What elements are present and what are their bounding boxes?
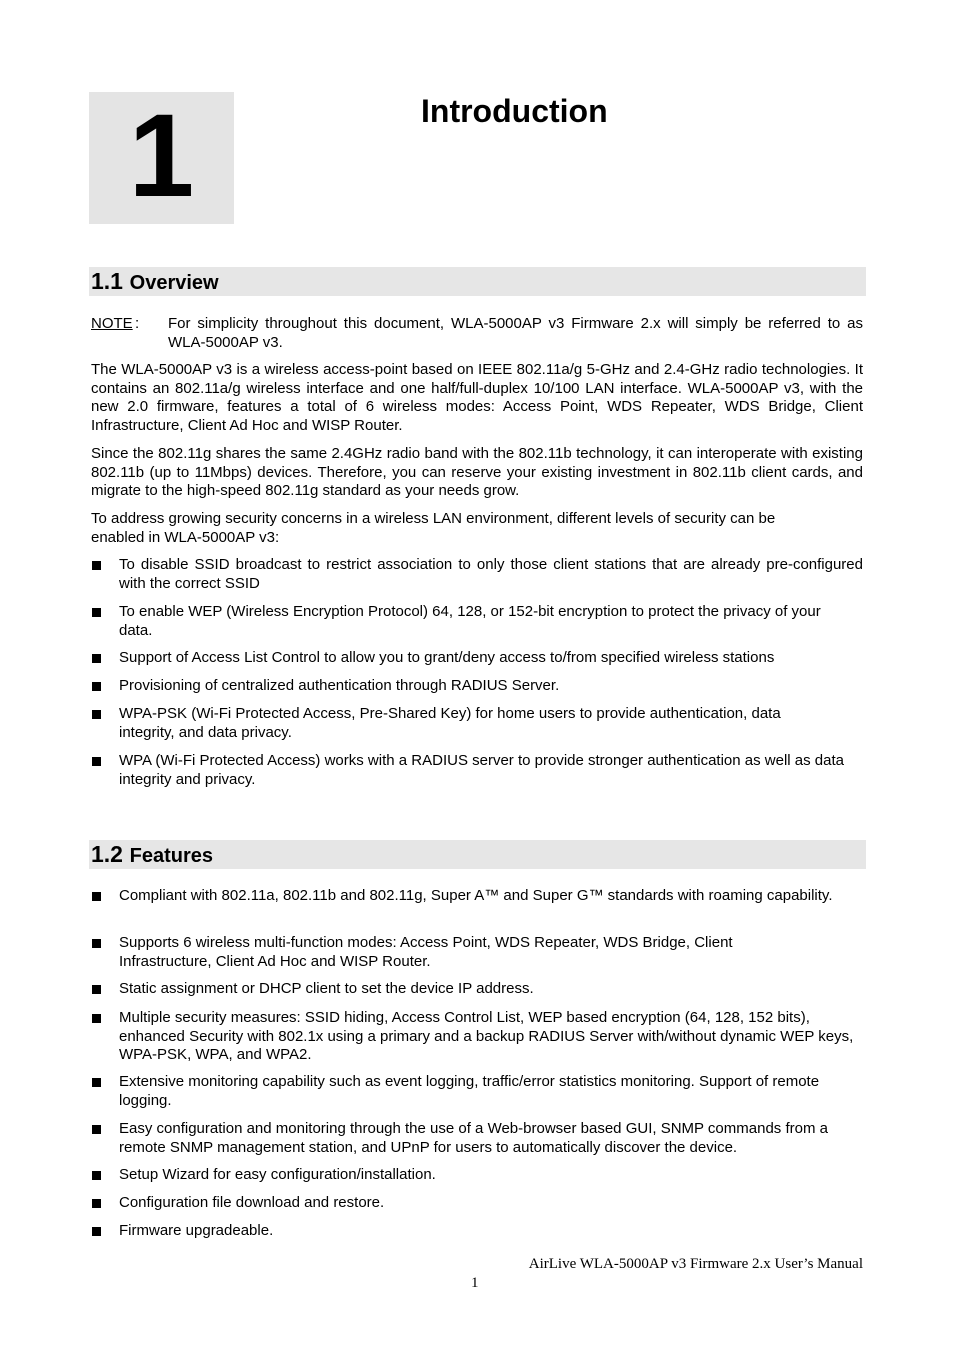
square-bullet-icon: [92, 757, 101, 766]
list-item: WPA-PSK (Wi-Fi Protected Access, Pre-Shared Key) for home users to provide authentication, data integrity, and data privacy.: [91, 705, 863, 742]
square-bullet-icon: [92, 710, 101, 719]
paragraph: To address growing security concerns in a wireless LAN environment, different levels of security can be enabled in WLA-5000AP v3:: [91, 510, 776, 546]
square-bullet-icon: [92, 682, 101, 691]
section-number: 1.2: [91, 841, 123, 867]
note: [91, 315, 863, 352]
square-bullet-icon: [92, 1014, 101, 1023]
list-item: To disable SSID broadcast to restrict association to only those client stations that are already pre-configured with the correct SSID: [91, 556, 863, 593]
square-bullet-icon: [92, 654, 101, 663]
chapter-number: 1: [128, 90, 195, 222]
square-bullet-icon: [92, 1199, 101, 1208]
list-item: To enable WEP (Wireless Encryption Protocol) 64, 128, or 152-bit encryption to protect the privacy of your data.: [91, 603, 863, 640]
list-item: Firmware upgradeable.: [91, 1222, 863, 1241]
list-item: Extensive monitoring capability such as event logging, traffic/error statistics monitoring. Support of remote logging.: [91, 1073, 863, 1110]
list-item: Compliant with 802.11a, 802.11b and 802.11g, Super A™ and Super G™ standards with roaming capability.: [91, 887, 863, 924]
square-bullet-icon: [92, 1125, 101, 1134]
section-heading-features: [89, 840, 866, 869]
square-bullet-icon: [92, 1171, 101, 1180]
section-title: Overview: [129, 272, 219, 294]
list-item: WPA (Wi-Fi Protected Access) works with a RADIUS server to provide stronger authentication as well as data integrity and privacy.: [91, 752, 863, 789]
list-item: Easy configuration and monitoring through the use of a Web-browser based GUI, SNMP commands from a remote SNMP management station, and UPnP for users to automatically discover the device.: [91, 1120, 863, 1157]
square-bullet-icon: [92, 1078, 101, 1087]
section-number: 1.1: [91, 268, 123, 294]
note-text: For simplicity throughout this document, WLA-5000AP v3 Firmware 2.x will simply be referred to as WLA-5000AP v3.: [168, 315, 863, 351]
paragraph: The WLA-5000AP v3 is a wireless access-point based on IEEE 802.11a/g 5-GHz and 2.4-GHz radio technologies. It contains an 802.11a/g wireless interface and one half/full-duplex 10/100 LAN interface. WLA-5000AP v3, with the new 2.0 firmware, features a total of 6 wireless modes: Access Point, WDS Repeater, WDS Bridge, Client Infrastructure, Client Ad Hoc and WISP Router.: [91, 361, 863, 434]
square-bullet-icon: [92, 892, 101, 901]
square-bullet-icon: [92, 608, 101, 617]
list-item: Configuration file download and restore.: [91, 1194, 863, 1213]
list-item: Supports 6 wireless multi-function modes: Access Point, WDS Repeater, WDS Bridge, Client Infrastructure, Client Ad Hoc and WISP Router.: [91, 934, 863, 971]
list-item: Static assignment or DHCP client to set the device IP address.: [91, 980, 863, 999]
section-heading-overview: [89, 267, 866, 296]
chapter-title: Introduction: [421, 93, 608, 129]
section-title: Features: [129, 845, 214, 867]
page-number: 1: [471, 1275, 479, 1291]
list-item: Multiple security measures: SSID hiding, Access Control List, WEP based encryption (64, 128, 152 bits), enhanced Security with 802.1x using a primary and a backup RADIUS Server with/without dynamic WEP keys, WPA-PSK, WPA, and WPA2.: [91, 1009, 863, 1065]
paragraph: Since the 802.11g shares the same 2.4GHz radio band with the 802.11b technology, it can interoperate with existing 802.11b (up to 11Mbps) devices. Therefore, you can reserve your existing investment in 802.11b client cards, and migrate to the high-speed 802.11g standard as your needs grow.: [91, 445, 863, 499]
list-item: Provisioning of centralized authentication through RADIUS Server.: [91, 677, 863, 696]
footer-title: AirLive WLA-5000AP v3 Firmware 2.x User’s Manual: [528, 1256, 863, 1272]
list-item: Support of Access List Control to allow you to grant/deny access to/from specified wireless stations: [91, 649, 863, 668]
list-item: Setup Wizard for easy configuration/installation.: [91, 1166, 863, 1185]
square-bullet-icon: [92, 561, 101, 570]
note-colon: :: [135, 315, 140, 332]
square-bullet-icon: [92, 939, 101, 948]
square-bullet-icon: [92, 985, 101, 994]
note-label: NOTE: [91, 315, 133, 332]
square-bullet-icon: [92, 1227, 101, 1236]
chapter-number-box: [89, 92, 234, 224]
